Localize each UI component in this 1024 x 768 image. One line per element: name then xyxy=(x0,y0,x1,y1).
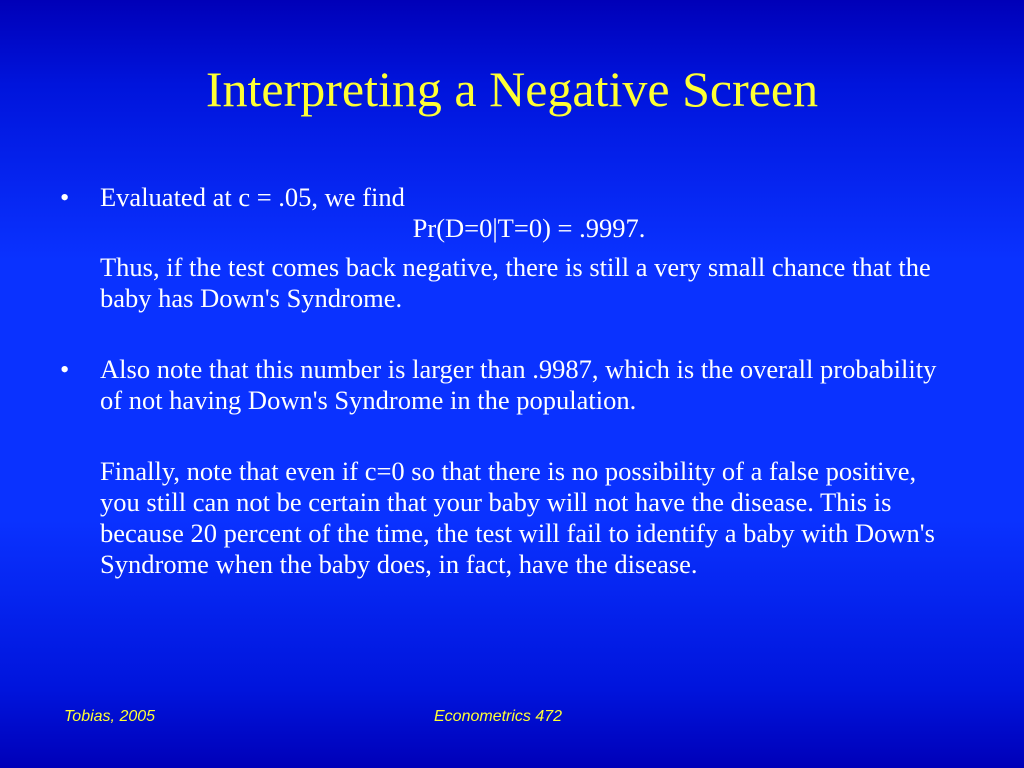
footer-course: Econometrics 472 xyxy=(434,708,563,725)
bullet-icon: • xyxy=(60,354,70,384)
bullet-text-1: Evaluated at c = .05, we find xyxy=(100,182,405,212)
bullet-item-2 xyxy=(58,354,958,416)
footer-author: Tobias, 2005 xyxy=(64,708,156,725)
probability-formula: Pr(D=0|T=0) = .9997. xyxy=(412,213,646,243)
bullet-item-1 xyxy=(58,182,958,213)
slide-body xyxy=(58,182,958,580)
slide-title: Interpreting a Negative Screen xyxy=(205,61,819,117)
negative-test-paragraph: Thus, if the test comes back negative, there is still a very small chance that the baby has Down's Syndrome. xyxy=(100,252,931,313)
bullet-icon: • xyxy=(60,182,70,212)
false-positive-paragraph: Finally, note that even if c=0 so that there is no possibility of a false positive, you still can not be certain that your baby will not have the disease. This is because 20 percent of the time, the test will fail to identify a baby with Down's Syndrome when the baby does, in fact, have the disease. xyxy=(100,456,935,579)
bullet-text-2: Also note that this number is larger than .9987, which is the overall probability of not having Down's Syndrome in the population. xyxy=(100,354,937,415)
